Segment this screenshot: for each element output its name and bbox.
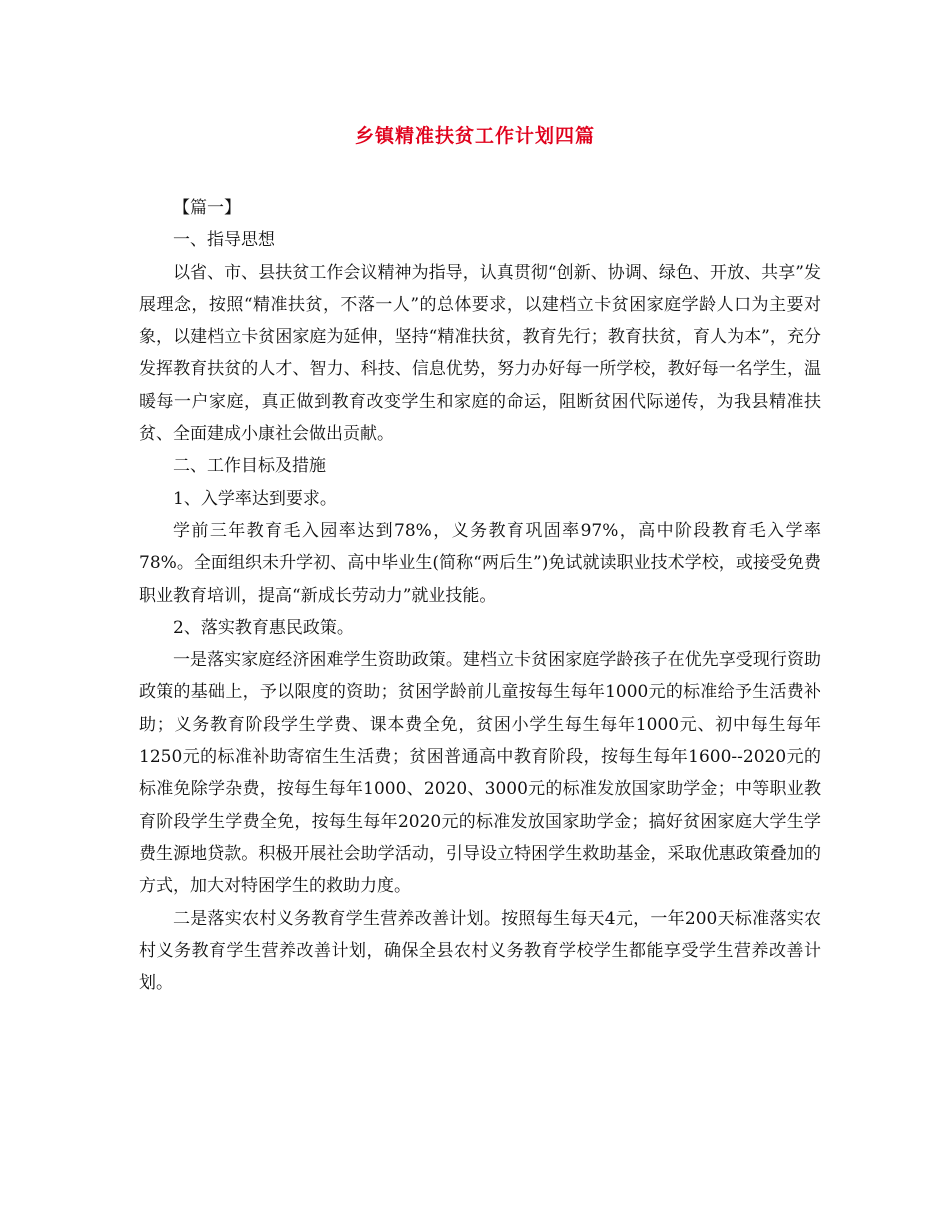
paragraph: 二是落实农村义务教育学生营养改善计划。按照每生每天4元，一年200天标准落实农村义务教育学生营养改善计划，确保全县农村义务教育学校学生都能享受学生营养改善计划。 [139,908,821,994]
paragraph: 以省、市、县扶贫工作会议精神为指导，认真贯彻“创新、协调、绿色、开放、共享”发展理念，按照“精准扶贫，不落一人”的总体要求，以建档立卡贫困家庭学龄人口为主要对象，以建档立卡贫困家庭为延伸，坚持“精准扶贫，教育先行；教育扶贫，育人为本”，充分发挥教育扶贫的人才、智力、科技、信息优势，努力办好每一所学校，教好每一名学生，温暖每一户家庭，真正做到教育改变学生和家庭的命运，阻断贫困代际递传，为我县精准扶贫、全面建成小康社会做出贡献。 [139,262,821,445]
subheading: 1、入学率达到要求。 [173,488,337,509]
paragraph: 学前三年教育毛入园率达到78%，义务教育巩固率97%，高中阶段教育毛入学率78%。全面组织未升学初、高中毕业生(简称“两后生”)免试就读职业技术学校，或接受免费职业教育培训，提高“新成长劳动力”就业技能。 [139,520,821,606]
document-body [139,192,821,999]
paragraph: 一是落实家庭经济困难学生资助政策。建档立卡贫困家庭学龄孩子在优先享受现行资助政策的基础上，予以限度的资助；贫困学龄前儿童按每生每年1000元的标准给予生活费补助；义务教育阶段学生学费、课本费全免，贫困小学生每生每年1000元、初中每生每年1250元的标准补助寄宿生生活费；贫困普通高中教育阶段，按每生每年1600--2020元的标准免除学杂费，按每生每年1000、2020、3000元的标准发放国家助学金；中等职业教育阶段学生学费全免，按每生每年2020元的标准发放国家助学金；搞好贫困家庭大学生学费生源地贷款。积极开展社会助学活动，引导设立特困学生救助基金，采取优惠政策叠加的方式，加大对特困学生的救助力度。 [139,650,821,897]
subheading: 2、落实教育惠民政策。 [173,617,354,638]
section-heading: 【篇一】 [173,198,241,218]
subheading: 二、工作目标及措施 [173,456,326,477]
subheading: 一、指导思想 [173,230,275,251]
document-title: 乡镇精准扶贫工作计划四篇 [354,125,595,147]
